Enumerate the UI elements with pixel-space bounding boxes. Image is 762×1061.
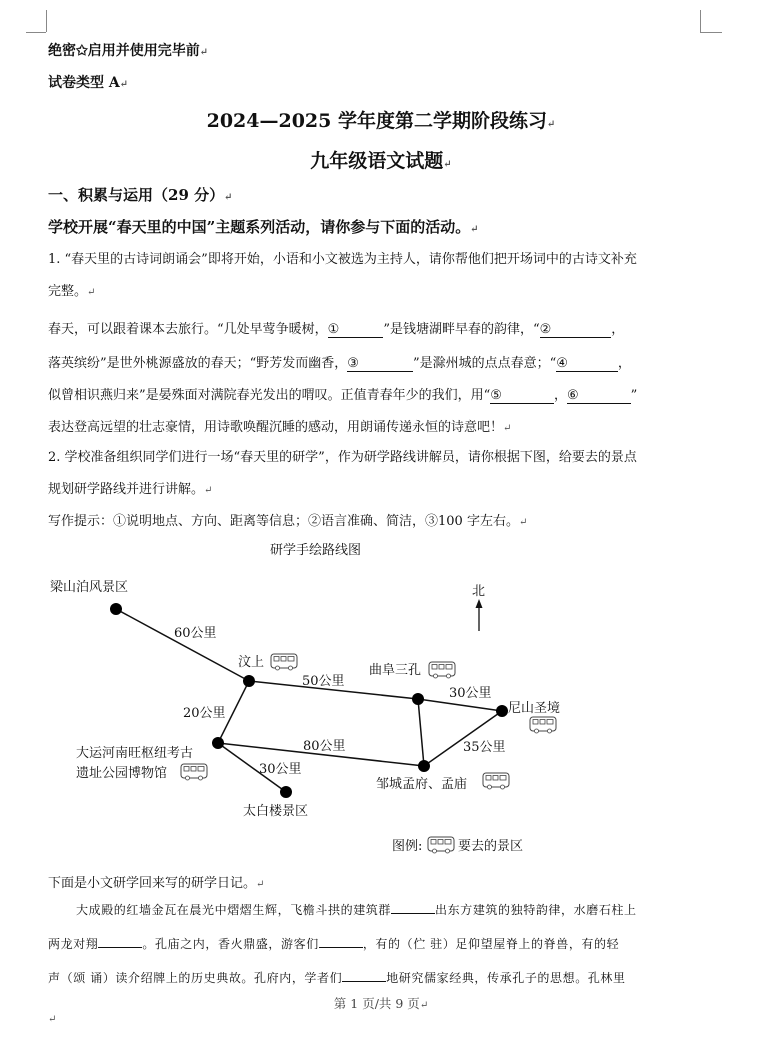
crop-mark-left — [46, 10, 47, 32]
diary-intro: 下面是小文研学回来写的研学日记。↵ — [48, 876, 265, 891]
node-wenshang — [243, 675, 255, 687]
q1-line-1: 春天，可以跟着课本去旅行。“几处早莺争暖树，① ”是钱塘湖畔早春的韵律，“② ， — [48, 318, 624, 338]
q1-line-4: 表达登高远望的壮志豪情，用诗歌唤醒沉睡的感动，用朗诵传递永恒的诗意吧！↵ — [48, 420, 512, 435]
node-qufu — [412, 693, 424, 705]
map-title: 研学手绘路线图 — [270, 543, 362, 558]
blank-6[interactable] — [579, 385, 629, 399]
q1-line-3: 似曾相识燕归来”是晏殊面对满院春光发出的喟叹。正值青春年少的我们，用“⑤ ，⑥ ” — [48, 384, 637, 404]
q1-prompt-end: 完整。↵ — [48, 284, 96, 299]
bus-icon-dayunhe — [181, 764, 207, 780]
q1-line-2: 落英缤纷”是世外桃源盛放的春天；“野芳发而幽香，③ ”是滁州城的点点春意；“④ ， — [48, 352, 631, 372]
label-zoucheng: 邹城孟府、孟庙 — [376, 777, 468, 792]
label-qufu: 曲阜三孔 — [369, 663, 422, 678]
exam-title: 2024—2025 学年度第二学期阶段练习↵ — [206, 110, 556, 132]
crop-mark-left-h — [26, 32, 46, 33]
blank-5[interactable] — [502, 385, 552, 399]
distance-liangshan-wenshang: 60公里 — [174, 626, 217, 641]
blank-1[interactable] — [339, 319, 381, 333]
diary-line-3: 声（颂 诵）读介绍牌上的历史典故。孔府内，学者们 地研究儒家经典，传承孔子的思想。孔林里 — [48, 962, 626, 995]
route-qufu-zoucheng — [418, 699, 424, 766]
distance-dayunhe-zoucheng: 80公里 — [303, 739, 346, 754]
route-nishan-zoucheng — [424, 711, 502, 766]
end-mark: ↵ — [48, 1014, 57, 1025]
crop-mark-right — [700, 10, 701, 32]
distance-wenshang-qufu: 50公里 — [302, 674, 345, 689]
svg-text:北: 北 — [472, 584, 486, 599]
diary-blank-1[interactable] — [391, 899, 435, 914]
bus-icon-nishan — [530, 717, 556, 733]
distance-qufu-nishan: 30公里 — [449, 686, 492, 701]
label-taibai: 太白楼景区 — [243, 804, 309, 819]
exam-subtitle: 九年级语文试题↵ — [310, 150, 452, 172]
q2-writing-hint: 写作提示：①说明地点、方向、距离等信息；②语言准确、简洁，③100 字左右。↵ — [48, 514, 528, 529]
q1-prompt: 1. “春天里的古诗词朗诵会”即将开始，小语和小文被选为主持人，请你帮他们把开场词中的古诗文补充 — [48, 252, 637, 267]
paper-type-label: 试卷类型 A↵ — [48, 75, 129, 91]
page-footer: 第 1 页/共 9 页↵ — [333, 996, 429, 1011]
diary-blank-2[interactable] — [98, 933, 142, 948]
crop-mark-right-h — [700, 32, 722, 33]
q2-prompt-end: 规划研学路线并进行讲解。↵ — [48, 482, 213, 497]
bus-icon-qufu — [429, 662, 455, 678]
bus-icon-legend — [428, 837, 454, 853]
node-nishan — [496, 705, 508, 717]
legend-text: 要去的景区 — [458, 839, 524, 854]
section-heading: 一、积累与运用（29 分）↵ — [48, 186, 233, 204]
distance-dayunhe-taibai: 30公里 — [259, 762, 302, 777]
route-map — [0, 535, 762, 865]
blank-4[interactable] — [568, 353, 616, 367]
diary-line-2: 两龙对翔 。孔庙之内，香火鼎盛，游客们 ，有的（伫 驻）足仰望屋脊上的脊兽，有的轻 — [48, 928, 619, 961]
diary-blank-3[interactable] — [319, 933, 363, 948]
node-taibai — [280, 786, 292, 798]
q2-prompt: 2. 学校准备组织同学们进行一场“春天里的研学”，作为研学路线讲解员，请你根据下图，给要去的景点 — [48, 450, 637, 465]
north-arrow-icon — [472, 584, 485, 631]
node-zoucheng — [418, 760, 430, 772]
diary-blank-4[interactable] — [342, 967, 386, 982]
node-liangshan — [110, 603, 122, 615]
distance-nishan-zoucheng: 35公里 — [463, 740, 506, 755]
label-dayunhe-1: 大运河南旺枢纽考古 — [76, 746, 194, 761]
label-liangshan: 梁山泊风景区 — [50, 580, 129, 595]
diary-line-1: 大成殿的红墙金瓦在晨光中熠熠生辉，飞檐斗拱的建筑群 出东方建筑的独特韵律，水磨石柱上 — [76, 894, 637, 927]
bus-icon-zoucheng — [483, 773, 509, 789]
blank-3[interactable] — [359, 353, 411, 367]
section-intro: 学校开展“春天里的中国”主题系列活动，请你参与下面的活动。↵ — [48, 218, 479, 236]
distance-wenshang-dayunhe: 20公里 — [183, 706, 226, 721]
blank-2[interactable] — [551, 319, 609, 333]
legend-label: 图例: — [392, 839, 423, 854]
label-nishan: 尼山圣境 — [508, 701, 561, 716]
label-wenshang: 汶上 — [238, 655, 265, 670]
bus-icon-wenshang — [271, 654, 297, 670]
route-liangshan-wenshang — [116, 609, 249, 681]
secret-label: 绝密✩启用并使用完毕前↵ — [48, 43, 209, 59]
label-dayunhe-2: 遗址公园博物馆 — [76, 766, 168, 781]
node-dayunhe — [212, 737, 224, 749]
